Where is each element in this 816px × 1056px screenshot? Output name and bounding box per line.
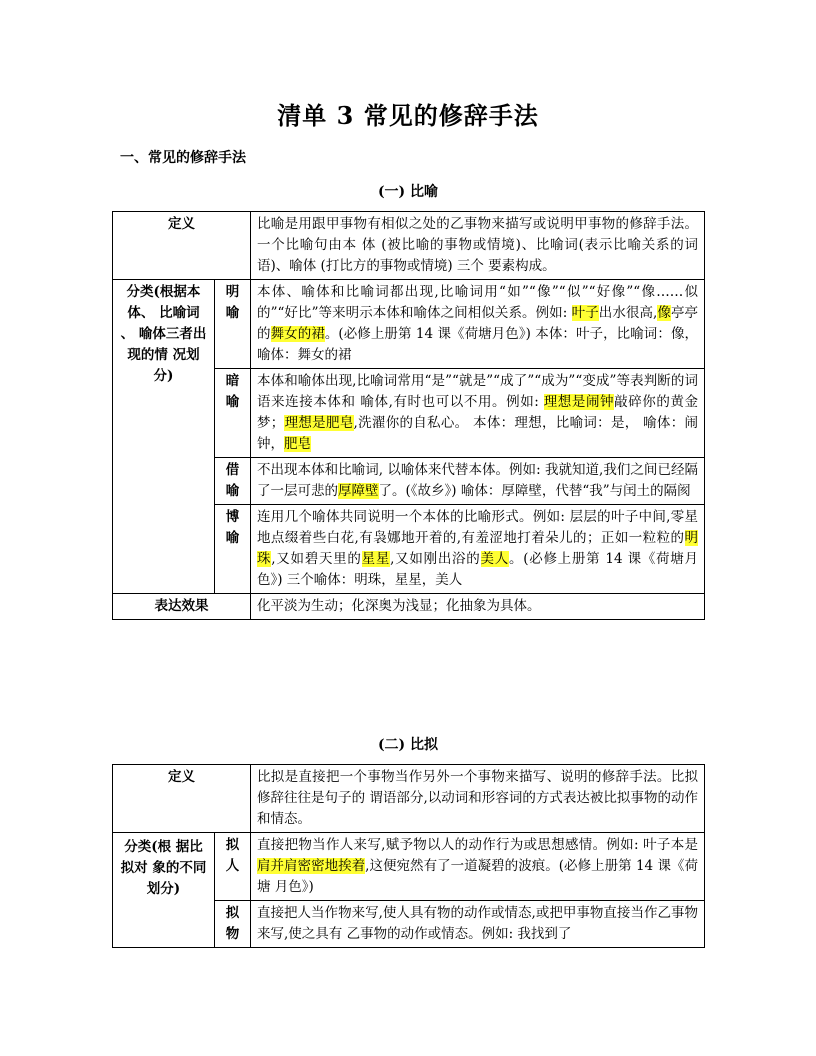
subtype-explicit-simile: 本体、喻体和比喻词都出现,比喻词用“如”“像”“似”“好像”“像……似的”“好比”等来明示本体和喻体之间相似关系。例如: 叶子出水很高,像亭亭的舞女的裙。(必修上册第 14 课《荷塘月色》) 本体：叶子，比喻词：像，喻体：舞女的裙 — [251, 280, 705, 369]
highlight: 理想是肥皂 — [284, 415, 354, 431]
subtype-objectification: 直接把人当作物来写,使人具有物的动作或情态,或把甲事物直接当作乙事物来写,使之具有 乙事物的动作或情态。例如: 我找到了 — [251, 901, 705, 948]
highlight: 星星 — [361, 551, 391, 567]
subtype-label: 借 喻 — [215, 458, 251, 505]
highlight: 像 — [657, 305, 671, 321]
definition-text: 比喻是用跟甲事物有相似之处的乙事物来描写或说明甲事物的修辞手法。一个比喻句由本 体 (被比喻的事物或情境)、比喻词(表示比喻关系的词语)、喻体 (打比方的事物或情境) 三个 要素构成。 — [251, 212, 705, 280]
highlight: 理想是闹钟 — [543, 394, 615, 410]
subtype-label: 博 喻 — [215, 505, 251, 594]
subtype-label: 明 喻 — [215, 280, 251, 369]
definition-text: 比拟是直接把一个事物当作另外一个事物来描写、说明的修辞手法。比拟修辞往往是句子的 谓语部分,以动词和形容词的方式表达被比拟事物的动作和情态。 — [251, 765, 705, 833]
classification-label: 分类(根 据比拟对 象的不同 划分) — [113, 833, 215, 948]
highlight: 叶子 — [571, 305, 599, 321]
highlight: 厚障壁 — [338, 483, 379, 499]
definition-label: 定义 — [113, 765, 251, 833]
simile-heading: (一) 比喻 — [377, 184, 439, 200]
highlight: 明珠 — [257, 530, 698, 567]
definition-row — [113, 212, 705, 280]
personification-table — [112, 764, 705, 948]
subtype-metaphor: 本体和喻体出现,比喻词常用“是”“就是”“成了”“成为”“变成”等表判断的词语来连接本体和 喻体,有时也可以不用。例如: 理想是闹钟敲碎你的黄金梦；理想是肥皂,洗濯你的自私心。 本体：理想，比喻词：是， 喻体：闹钟，肥皂 — [251, 369, 705, 458]
subtype-personification: 直接把物当作人来写,赋予物以人的动作行为或思想感情。例如: 叶子本是肩并肩密密地挨着,这便宛然有了一道凝碧的波痕。(必修上册第 14 课《荷塘 月色》) — [251, 833, 705, 901]
classification-row — [113, 280, 705, 369]
effect-label: 表达效果 — [113, 594, 251, 620]
subtype-label: 暗 喻 — [215, 369, 251, 458]
page-title: 清单 3 常见的修辞手法 — [277, 101, 539, 130]
highlight: 肥皂 — [284, 436, 311, 452]
highlight: 肩并肩密密地挨着 — [257, 858, 366, 874]
classification-row — [113, 833, 705, 901]
definition-row — [113, 765, 705, 833]
subtype-compound-simile: 连用几个喻体共同说明一个本体的比喻形式。例如: 层层的叶子中间,零星地点缀着些白花,有袅娜地开着的,有羞涩地打着朵儿的；正如一粒粒的明珠,又如碧天里的星星,又如刚出浴的美人。(必修上册第 14 课《荷塘月色》) 三个喻体：明珠，星星，美人 — [251, 505, 705, 594]
effect-text: 化平淡为生动；化深奥为浅显；化抽象为具体。 — [251, 594, 705, 620]
personification-heading: (二) 比拟 — [377, 737, 439, 753]
subtype-label: 拟 人 — [215, 833, 251, 901]
effect-row — [113, 594, 705, 620]
section-heading: 一、常见的修辞手法 — [120, 150, 246, 166]
definition-label: 定义 — [113, 212, 251, 280]
highlight: 舞女的裙 — [270, 326, 325, 342]
subtype-label: 拟 物 — [215, 901, 251, 948]
simile-table — [112, 211, 705, 620]
highlight: 美人 — [480, 551, 509, 567]
classification-label: 分类(根据本体、 比喻词 、 喻体三者出现的情 况划分) — [113, 280, 215, 594]
subtype-metonymic-simile: 不出现本体和比喻词, 以喻体来代替本体。例如: 我就知道,我们之间已经隔了一层可悲的厚障壁了。(《故乡》) 喻体：厚障壁，代替“我”与闰土的隔阂 — [251, 458, 705, 505]
